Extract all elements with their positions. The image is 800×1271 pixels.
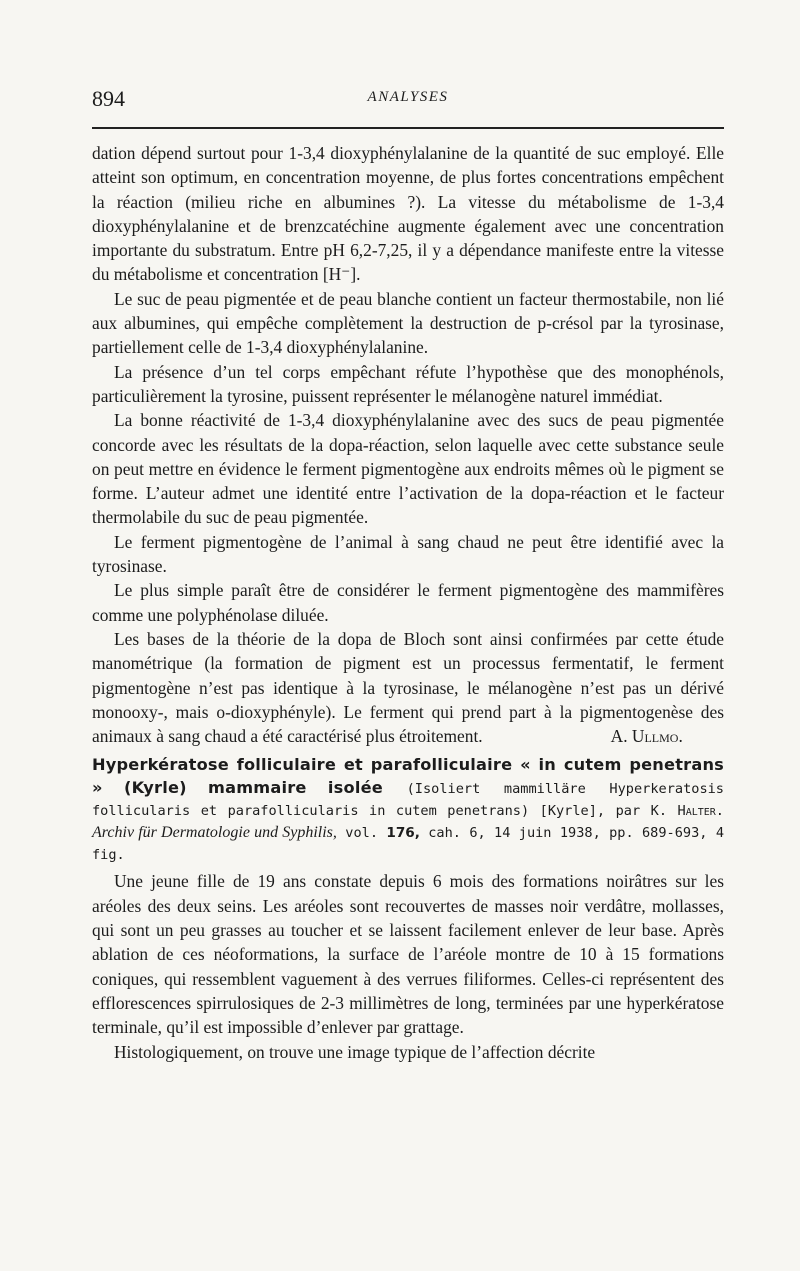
paragraph: La bonne réactivité de 1-3,4 dioxyphénylalanine avec des sucs de peau pigmentée concorde avec les résultats de la dopa-réaction, selon laquelle avec cette substance seule on peut mettre en évidence le ferment pigmentogène aux endroits mêmes où le pigment se forme. L’auteur admet une identité entre l’activation de la dopa-réaction et le facteur thermolabile du suc de peau pigmentée. xyxy=(92,410,724,528)
document-page xyxy=(92,86,725,1062)
paragraph: Le ferment pigmentogène de l’animal à sang chaud ne peut être identifié avec la tyrosinase. xyxy=(92,531,724,577)
article-heading xyxy=(92,754,724,866)
header-rule xyxy=(92,127,724,129)
journal-name: Archiv für Dermatologie und Syphilis, xyxy=(92,824,337,842)
journal-volume: 176, xyxy=(386,825,420,842)
paragraph-text: Les bases de la théorie de la dopa de Bloch sont ainsi confirmées par cette étude manométrique (la formation de pigment est un processus fermentatif, le ferment pigmentogène n’est pas identique à la tyrosinase, le mélanogène n’est pas un dérivé monooxy-, mais o-dioxyphényle). Le ferment qui prend part à la pigmentogenèse des animaux à sang chaud a été caractérisé plus étroitement. xyxy=(92,628,724,747)
running-title: ANALYSES xyxy=(367,89,449,105)
article-reference: (Isoliert mammilläre Hyperkeratosis follicularis et parafollicularis in cutem penetrans) [Kyrle], par K. Halter. Archiv für Dermatologie und Syphilis, vol. 176, cah. 6, 14 juin 1938, pp. 689-693, 4 fig. xyxy=(92,781,725,864)
paragraph: dation dépend surtout pour 1-3,4 dioxyphénylalanine de la quantité de suc employé. Elle atteint son optimum, en concentration moyenne, de plus fortes concentrations empêchent la réaction (milieu riche en albumines ?). La vitesse du métabolisme de 1-3,4 dioxyphénylalanine et de brenzcatéchine augmente également avec une concentration importante du substratum. Entre pH 6,2-7,25, il y a dépendance manifeste entre la vitesse du métabolisme et concentration [H⁻]. xyxy=(92,143,724,285)
article-author: K. Halter. xyxy=(650,803,724,820)
paragraph: Le plus simple paraît être de considérer le ferment pigmentogène des mammifères comme une polyphénolase diluée. xyxy=(92,580,724,625)
paragraph: La présence d’un tel corps empêchant réfute l’hypothèse que des monophénols, particulièrement la tyrosine, puissent représenter le mélanogène naturel immédiat. xyxy=(92,361,724,406)
article-title: Hyperkératose folliculaire et parafolliculaire « in cutem penetrans » (Kyrle) mammaire isolée xyxy=(92,755,724,798)
paragraph: Une jeune fille de 19 ans constate depuis 6 mois des formations noirâtres sur les aréoles des deux seins. Les aréoles sont recouvertes de masses noir verdâtre, mollasses, qui sont un peu grasses au toucher et se laissent facilement enlever de leur base. Après ablation de ces néoformations, la surface de l’aréole montre de 10 à 15 formations coniques, qui ressemblent vaguement à des verrues filiformes. Celles-ci représentent des efflorescences spirrulosiques de 2-3 millimètres de long, terminées par une hyperkératose terminale, qu’il est impossible d’enlever par grattage. xyxy=(92,871,724,1038)
page-number: 894 xyxy=(92,86,125,111)
paragraph-with-signature xyxy=(92,627,724,748)
paragraph: Histologiquement, on trouve une image typique de l’affection décrite xyxy=(114,1041,596,1062)
page-header xyxy=(92,86,724,116)
paragraph: Le suc de peau pigmentée et de peau blanche contient un facteur thermostabile, non lié aux albumines, qui empêche complètement la destruction de p-crésol par la tyrosinase, partiellement celle de 1-3,4 dioxyphénylalanine. xyxy=(92,288,724,358)
signature: A. Ullmo. xyxy=(610,726,683,747)
body-text xyxy=(92,141,724,1064)
